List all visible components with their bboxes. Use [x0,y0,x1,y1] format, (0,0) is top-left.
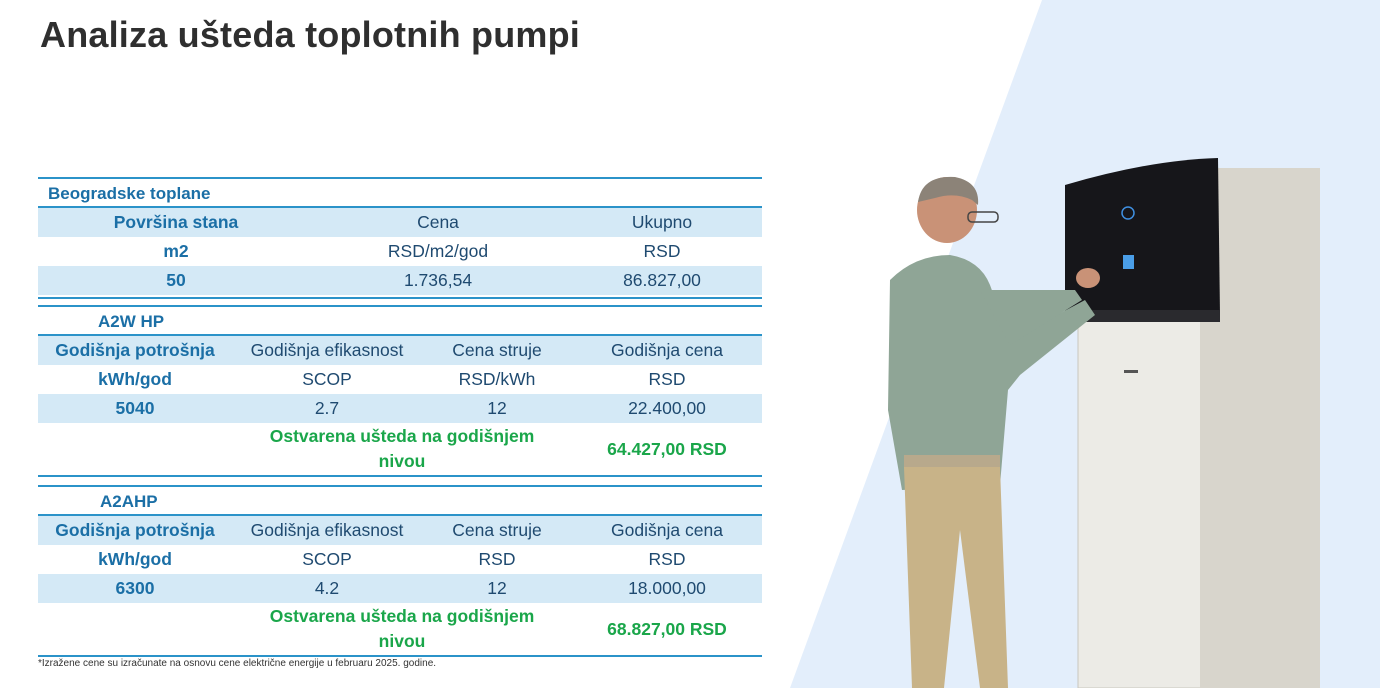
table-gap [38,477,762,485]
unit-annual-cost: RSD [648,549,686,569]
savings-label-line-2: nivou [378,631,426,651]
unit-electricity-price: RSD/kWh [458,369,536,389]
unit-consumption: kWh/god [98,549,172,569]
heat-pump-photo-illustration [860,150,1330,688]
unit-total: RSD [643,241,681,261]
table-units-row [38,237,762,266]
value-electricity-price: 12 [487,398,507,418]
section-title-a2a: A2AHP [100,492,158,511]
header-total: Ukupno [631,212,693,232]
value-total: 86.827,00 [623,270,701,290]
value-annual-cost: 22.400,00 [628,398,706,418]
header-consumption: Godišnja potrošnja [55,520,215,540]
unit-price: RSD/m2/god [387,241,489,261]
value-electricity-price: 12 [487,578,507,598]
savings-amount: 68.827,00 RSD [607,618,727,639]
section-title-district-heating: Beogradske toplane [48,184,211,203]
value-price: 1.736,54 [403,270,473,290]
table-header-row [38,208,762,237]
header-efficiency: Godišnja efikasnost [250,340,404,360]
value-consumption: 6300 [115,578,155,598]
savings-label [232,424,572,474]
unit-area: m2 [163,241,189,261]
table-values-row [38,394,762,423]
header-price: Cena [417,212,459,232]
savings-label [232,604,572,654]
savings-row [38,423,762,475]
header-area: Površina stana [113,212,239,232]
header-electricity-price: Cena struje [452,340,542,360]
value-efficiency: 2.7 [314,398,340,418]
value-efficiency: 4.2 [314,578,340,598]
section-title-a2w: A2W HP [98,312,165,331]
unit-electricity-price: RSD [478,549,516,569]
unit-consumption: kWh/god [98,369,172,389]
table-values-row [38,266,762,295]
unit-annual-cost: RSD [648,369,686,389]
header-consumption: Godišnja potrošnja [55,340,215,360]
savings-row [38,603,762,655]
savings-amount: 64.427,00 RSD [607,438,727,459]
table-header-row [38,516,762,545]
value-area: 50 [166,270,186,290]
table-units-row [38,365,762,394]
heat-pump-unit [1065,158,1320,688]
savings-label-line-1: Ostvarena ušteda na godišnjem [269,426,535,446]
table-header-row [38,336,762,365]
header-electricity-price: Cena struje [452,520,542,540]
header-annual-cost: Godišnja cena [611,520,723,540]
savings-label-line-2: nivou [378,451,426,471]
savings-label-line-1: Ostvarena ušteda na godišnjem [269,606,535,626]
value-consumption: 5040 [115,398,155,418]
savings-tables [38,177,762,657]
table-values-row [38,574,762,603]
table-units-row [38,545,762,574]
footnote: *Izražene cene su izračunate na osnovu cene električne energije u februaru 2025. godine. [38,658,437,669]
header-annual-cost: Godišnja cena [611,340,723,360]
page-title: Analiza ušteda toplotnih pumpi [40,14,580,55]
header-efficiency: Godišnja efikasnost [250,520,404,540]
unit-efficiency: SCOP [302,549,352,569]
value-annual-cost: 18.000,00 [628,578,706,598]
unit-efficiency: SCOP [302,369,352,389]
